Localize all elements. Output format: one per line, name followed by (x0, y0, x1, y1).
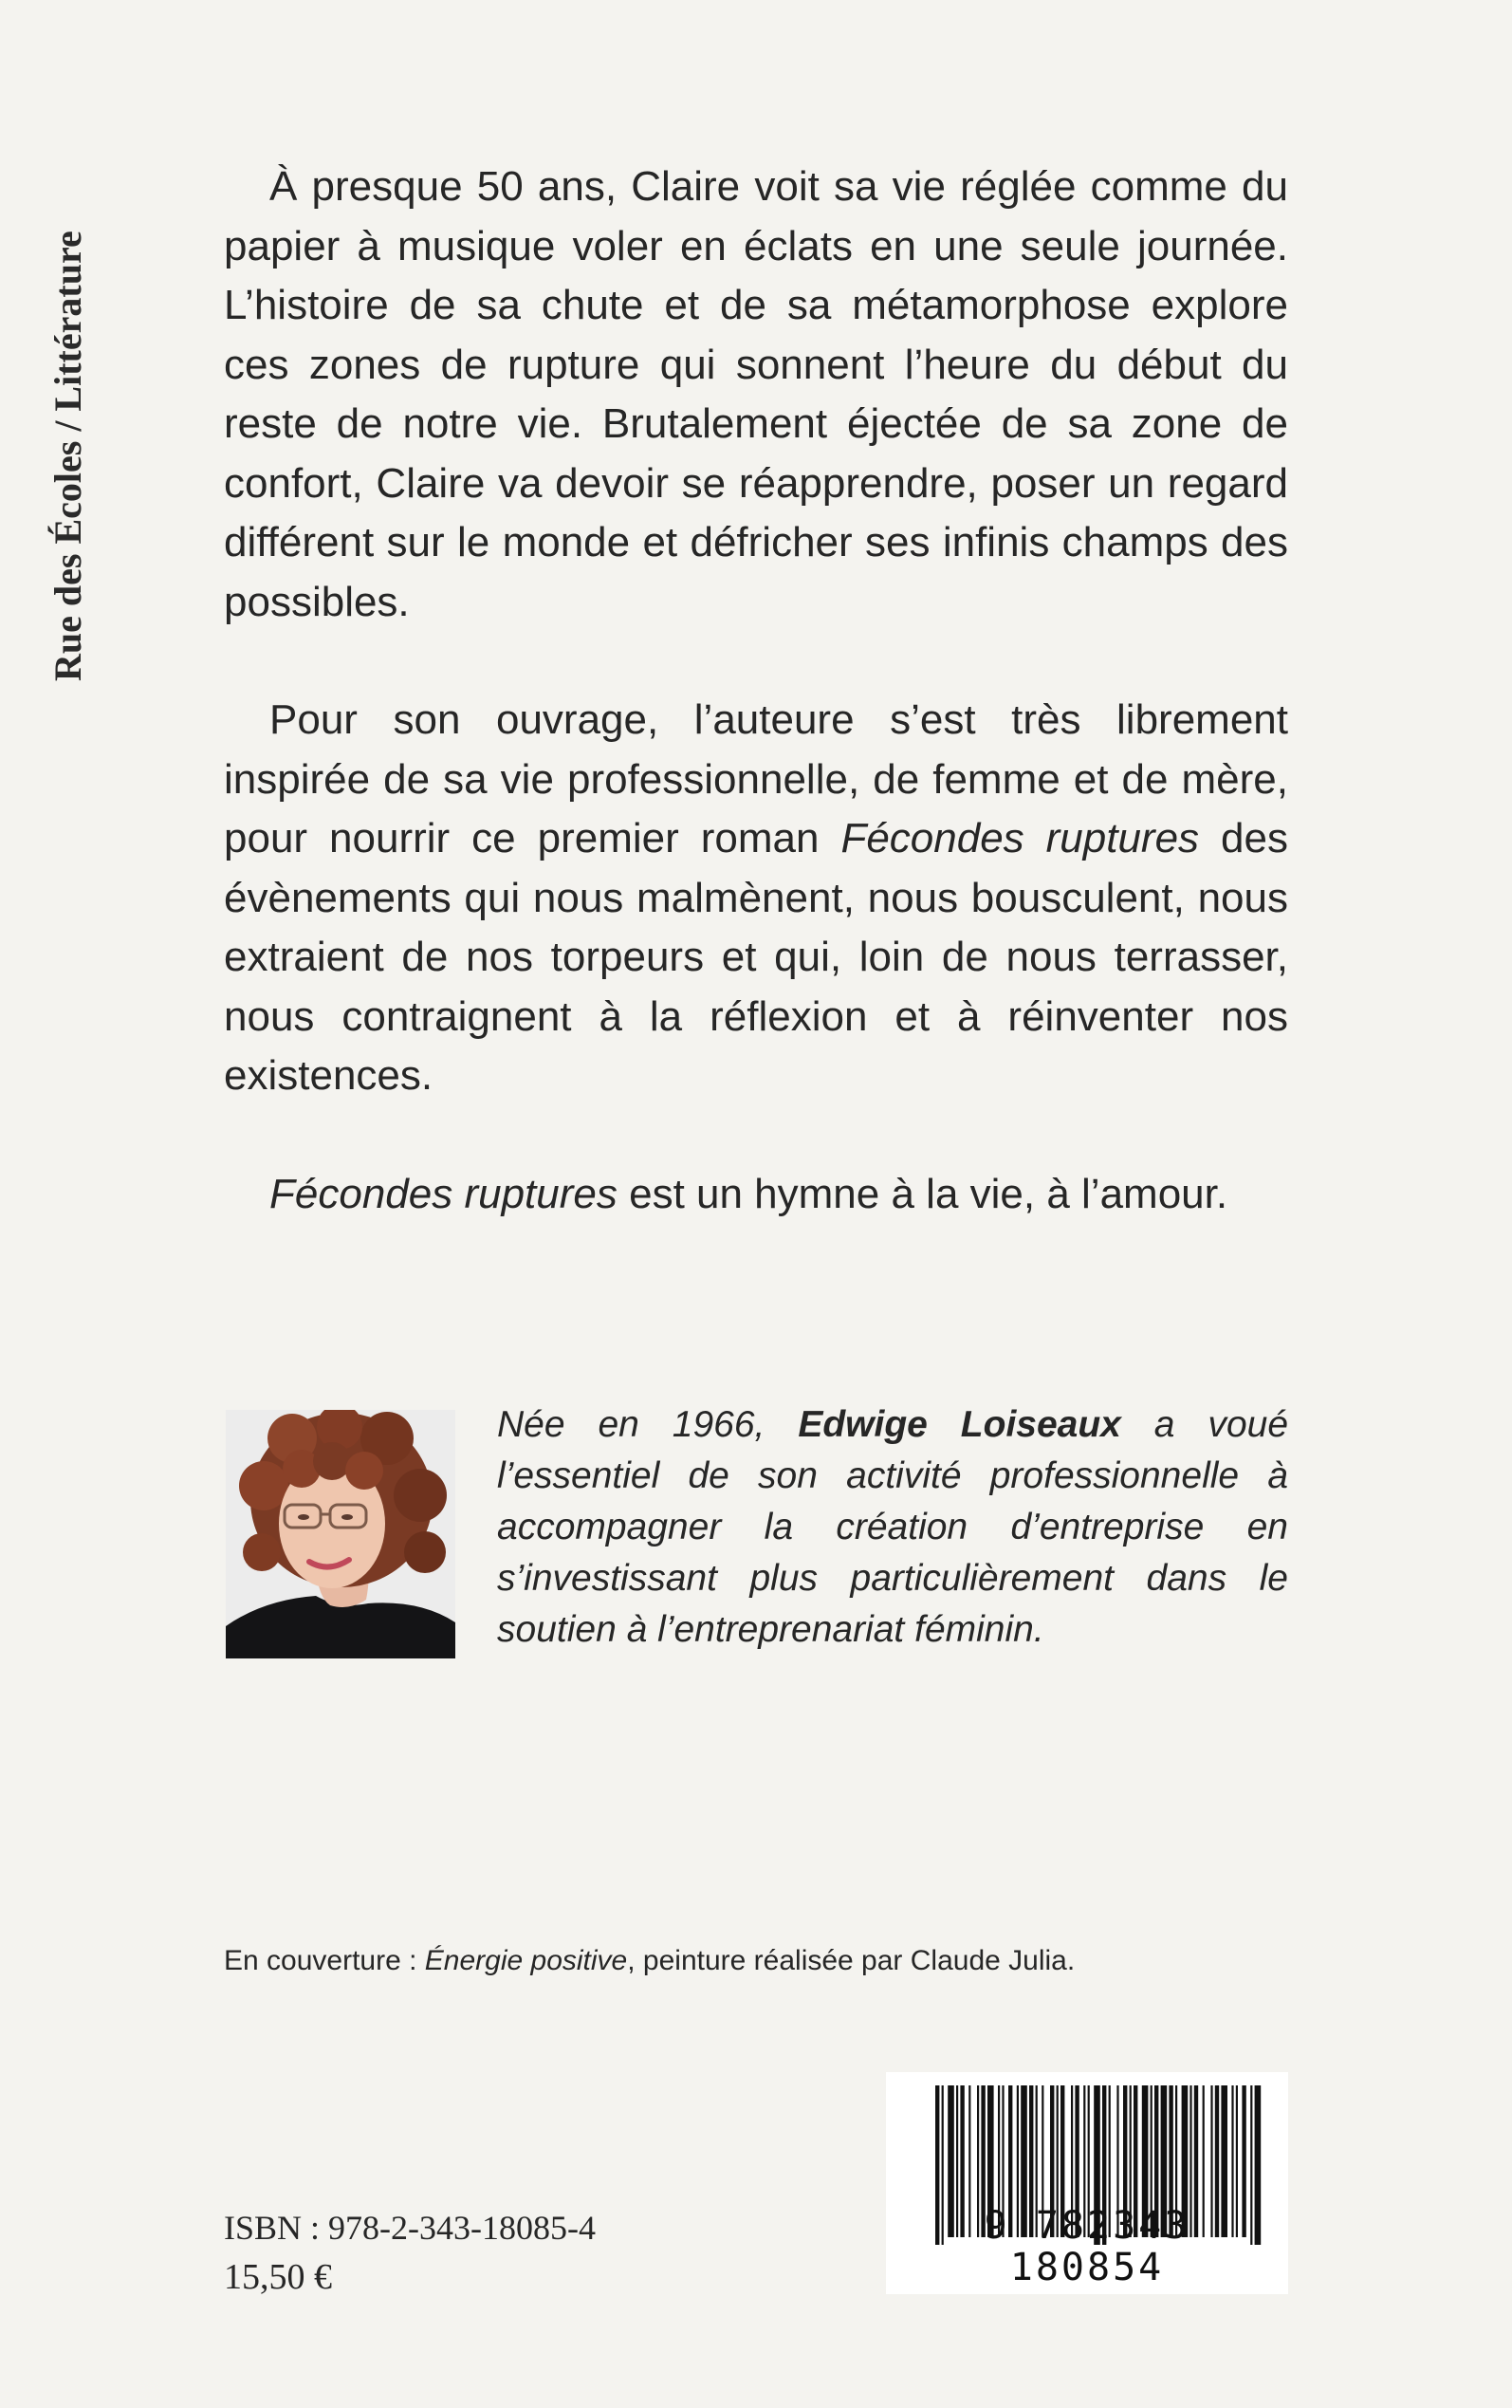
back-cover-blurb (224, 157, 1288, 1224)
cover-artwork-title: Énergie positive (424, 1945, 628, 1976)
book-title-inline: Fécondes ruptures (840, 815, 1200, 861)
blurb-paragraph-3-end: est un hymne à la vie, à l’amour. (617, 1170, 1228, 1217)
blurb-paragraph-3 (224, 1165, 1288, 1225)
bio-end: a voué l’essentiel de son activité professionnelle à accompagner la création d’entreprise en s’investissant plus particulièrement dans le soutien à l’entreprenariat féminin. (497, 1404, 1289, 1650)
collection-name: Rue des Écoles / Littérature (46, 231, 89, 681)
barcode-digits: 9 782343 180854 (984, 2204, 1190, 2289)
isbn-number: ISBN : 978-2-343-18085-4 (224, 2209, 596, 2247)
blurb-paragraph-2 (224, 691, 1288, 1106)
price-label: 15,50 € (224, 2257, 332, 2297)
author-photo (226, 1410, 455, 1658)
cover-credits (224, 1942, 1075, 1980)
credits-prefix: En couverture : (224, 1945, 425, 1976)
credits-suffix: , peinture réalisée par Claude Julia. (627, 1945, 1076, 1976)
bio-start: Née en 1966, (497, 1404, 799, 1445)
author-biography (497, 1399, 1288, 1656)
author-portrait-image (226, 1410, 455, 1658)
blurb-paragraph-2-start: Pour son ouvrage, l’auteure s’est très librement inspirée de sa vie professionnelle, de femme et de mère, pour nourrir ce premier roman (224, 696, 1288, 861)
blurb-paragraph-2-end: des évènements qui nous malmènent, nous bousculent, nous extraient de nos torpeurs et qui, loin de nous terrasser, nous contraignent à la réflexion et à réinventer nos existences. (224, 815, 1288, 1099)
author-name: Edwige Loiseaux (798, 1404, 1121, 1445)
spine-label (46, 112, 91, 681)
blurb-paragraph-1: À presque 50 ans, Claire voit sa vie réglée comme du papier à musique voler en éclats en une seule journée. L’histoire de sa chute et de sa métamorphose explore ces zones de rupture qui sonnent l’heure du début du reste de notre vie. Brutalement éjectée de sa zone de confort, Claire va devoir se réapprendre, poser un regard différent sur le monde et défricher ses infinis champs des possibles. (224, 163, 1288, 625)
book-title-inline-2: Fécondes ruptures (269, 1170, 618, 1217)
isbn-barcode (886, 2072, 1288, 2294)
